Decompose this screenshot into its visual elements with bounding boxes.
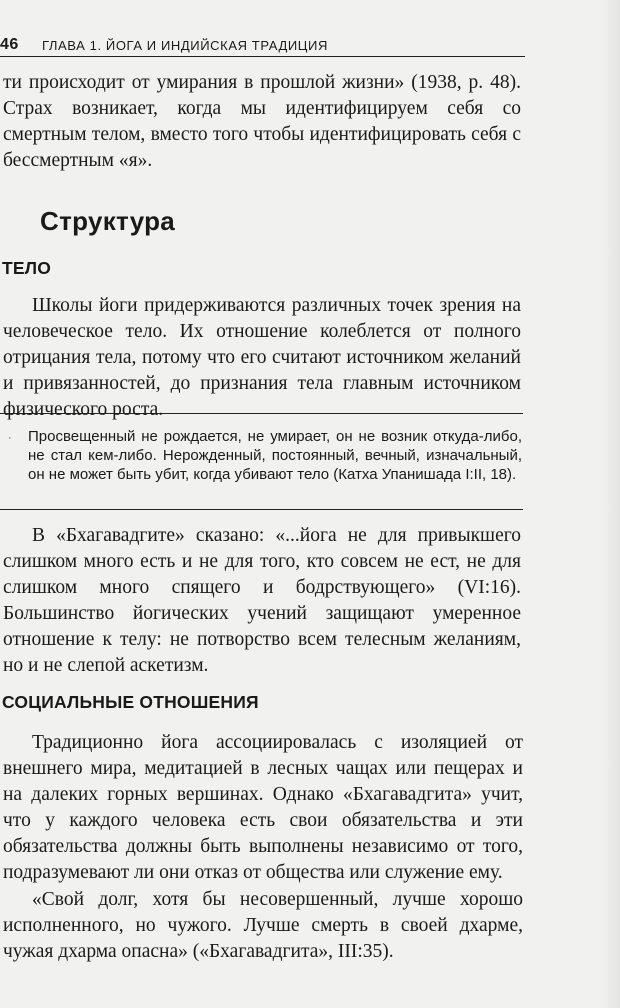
body-paragraph-2: В «Бхагавадгите» сказано: «...йога не для привыкшего слишком много есть и не для того, кто совсем не ест, не для слишком много спящего и бодрствующего» (VI:16). Большинство йогических учений защищают умеренное отношение к телу: не потворство всем телесным желаниям, но и не слепой аскетизм. bbox=[3, 525, 521, 676]
social-paragraph-2: «Свой долг, хотя бы несовершенный, лучше хорошо исполненного, но чужого. Лучше смерть в своей дхарме, чужая дхарма опасна» («Бхагавадгита», III:35). bbox=[3, 889, 523, 962]
running-header bbox=[0, 36, 525, 57]
quote-block bbox=[0, 413, 523, 510]
quote-marker: · bbox=[8, 432, 12, 444]
social-paragraph-1: Традиционно йога ассоциировалась с изоляцией от внешнего мира, медитацией в лесных чащах или пещерах и на далеких горных вершинах. Однако «Бхагавадгита» учит, что у каждого человека есть свои обязательства и эти обязательства должны быть выполнены независимо от того, подразумевают ли они отказ от общества или служение ему. bbox=[3, 732, 523, 883]
page-number: 46 bbox=[0, 36, 19, 53]
quote-text: Просвещенный не рождается, не умирает, он не возник откуда-либо, не стал кем-либо. Нерожденный, постоянный, вечный, изначальный, он не может быть убит, когда убивают тело (Катха Упанишада I:II, 18). bbox=[28, 428, 522, 484]
body-subheading: ТЕЛО bbox=[2, 258, 52, 278]
running-title: ГЛАВА 1. ЙОГА И ИНДИЙСКАЯ ТРАДИЦИЯ bbox=[42, 38, 328, 53]
body-paragraph-1: Школы йоги придерживаются различных точек зрения на человеческое тело. Их отношение колеблется от полного отрицания тела, потому что его считают источником желаний и привязанностей, до признания тела главным источником физического роста. bbox=[3, 295, 521, 420]
intro-paragraph: ти происходит от умирания в прошлой жизни» (1938, р. 48). Страх возникает, когда мы идентифицируем себя со смертным телом, вместо того чтобы идентифицировать себя с бессмертным «я». bbox=[3, 72, 521, 171]
social-subheading: СОЦИАЛЬНЫЕ ОТНОШЕНИЯ bbox=[2, 692, 259, 712]
page-edge-shadow bbox=[602, 0, 620, 1008]
section-heading: Структура bbox=[40, 206, 176, 236]
